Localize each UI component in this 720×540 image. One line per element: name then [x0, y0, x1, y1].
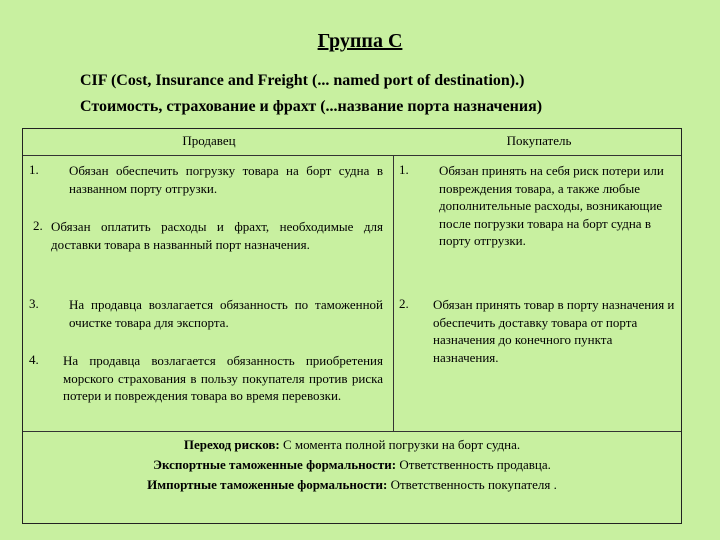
- subtitle-russian: Стоимость, страхование и фрахт (...название порта назначения): [80, 98, 543, 115]
- seller-item-3-number: 3.: [29, 296, 39, 311]
- seller-item-1-text: Обязан обеспечить погрузку товара на борт судна в названном порту отгрузки.: [69, 163, 383, 196]
- risk-transfer-line: Переход рисков: С момента полной погрузки на борт судна.: [183, 437, 521, 452]
- seller-item-1-number: 1.: [29, 162, 39, 177]
- seller-item-4-number: 4.: [29, 352, 39, 367]
- seller-item-2-number: 2.: [33, 218, 43, 233]
- header-seller: Продавец: [182, 133, 236, 148]
- buyer-item-1-text: Обязан принять на себя риск потери или повреждения товара, а также любые дополнительные расходы, возникающие после погрузки товара на борт судна в порту отгрузки.: [439, 163, 664, 248]
- seller-item-4-text: На продавца возлагается обязанность приобретения морского страхования в пользу покупателя против риска потери и повреждения товара во время перевозки.: [63, 353, 383, 403]
- buyer-item-1-number: 1.: [399, 162, 409, 177]
- buyer-item-2-number: 2.: [399, 296, 409, 311]
- header-buyer: Покупатель: [506, 133, 572, 148]
- column-divider: [393, 155, 394, 431]
- seller-item-3-text: На продавца возлагается обязанность по таможенной очистке товара для экспорта.: [69, 297, 383, 330]
- footer-divider: [23, 431, 681, 432]
- slide-title: Группа C: [317, 30, 403, 52]
- header-divider: [23, 155, 681, 156]
- export-formalities-line: Экспортные таможенные формальности: Ответственность продавца.: [153, 457, 551, 472]
- import-formalities-line: Импортные таможенные формальности: Ответственность покупателя .: [147, 477, 557, 492]
- buyer-item-2-text: Обязан принять товар в порту назначения и обеспечить доставку товара от порта назначения до конечного пункта назначения.: [433, 297, 675, 365]
- obligations-table: [22, 128, 682, 524]
- seller-item-2-text: Обязан оплатить расходы и фрахт, необходимые для доставки товара в названный порт назначения.: [51, 219, 383, 252]
- subtitle-english: CIF (Cost, Insurance and Freight (... named port of destination).): [80, 72, 525, 89]
